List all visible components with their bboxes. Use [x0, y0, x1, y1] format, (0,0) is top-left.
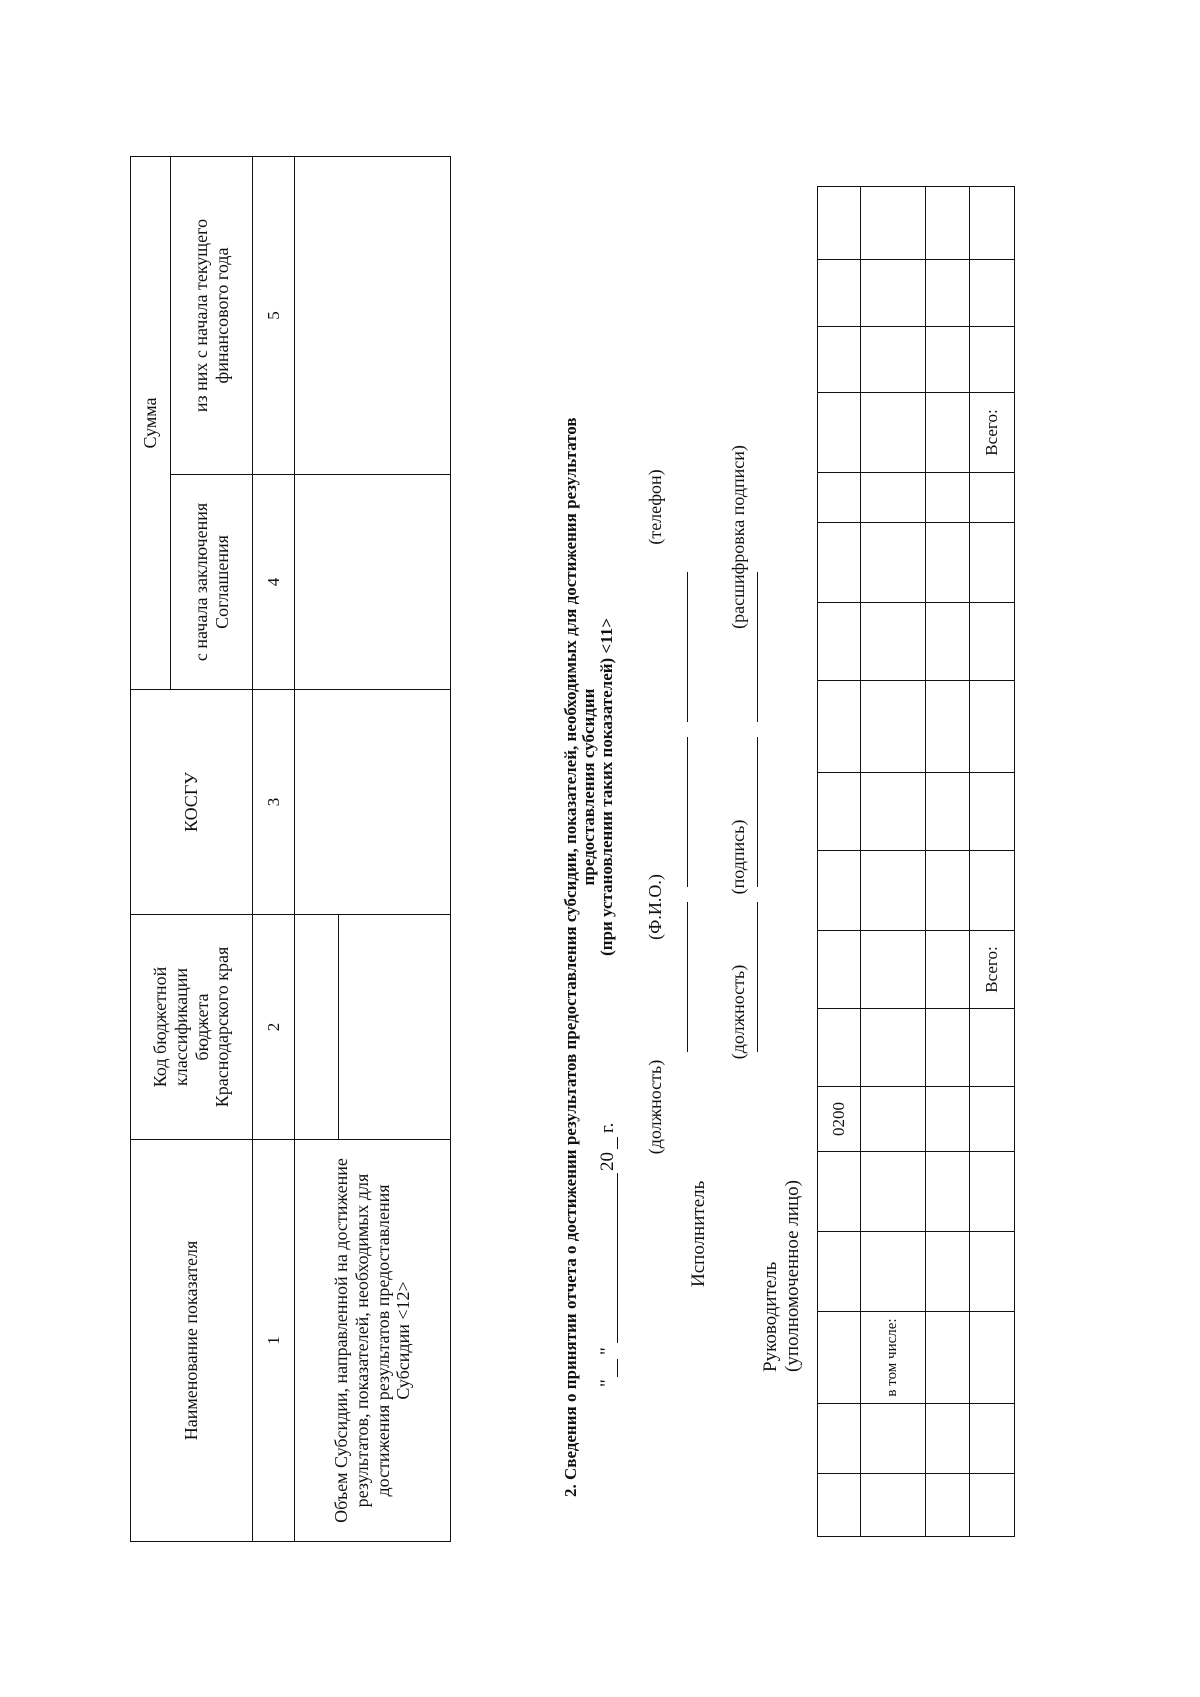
- rasshifrovka-line: [757, 572, 758, 722]
- header-kbk: Код бюджетной классификации бюджета Краснодарского края: [131, 915, 253, 1140]
- section2-title: [562, 57, 616, 1517]
- dolzhnost-line-1: [757, 902, 758, 1052]
- top-table-row: [926, 187, 970, 1537]
- date-quote-close: ": [597, 1347, 618, 1355]
- date-day-line: [617, 1359, 618, 1377]
- col-number-3: 3: [253, 690, 295, 915]
- top-table-row: [861, 187, 926, 1537]
- header-s-nachala: с начала заключения Соглашения: [171, 475, 253, 690]
- date-month-line: [617, 1173, 618, 1343]
- fio-line: [687, 737, 688, 887]
- date-year-prefix: 20: [597, 1152, 618, 1171]
- section2-title-line1: 2. Сведения о принятии отчета о достижении результатов предоставления субсидии, показателей, необходимых для достижения результатов: [561, 417, 580, 1497]
- section2-title-line3: (при установлении таких показателей) <11>: [596, 618, 616, 956]
- col-number-1: 1: [253, 1140, 295, 1542]
- vsego-cell-2: Всего:: [970, 393, 1015, 473]
- table-cell: [295, 475, 451, 690]
- col-number-5: 5: [253, 157, 295, 475]
- code-cell: 0200: [818, 1087, 861, 1152]
- rasshifrovka-caption: (расшифровка подписи): [728, 445, 748, 629]
- dolzhnost-caption-1: (должность): [728, 964, 748, 1060]
- table-cell: [295, 157, 451, 475]
- dolzhnost-caption-2-visible: (должность): [645, 1059, 665, 1155]
- table-cell: [339, 915, 451, 1140]
- section2-title-line2: предоставления субсидии: [578, 688, 598, 886]
- table-cell: [295, 915, 339, 1140]
- top-table-row: [970, 187, 1015, 1537]
- table-cell: [295, 690, 451, 915]
- telefon-caption: (телефон): [645, 469, 665, 545]
- table-row: [295, 157, 339, 1542]
- header-name: Наименование показателя: [131, 1140, 253, 1542]
- v-tom-chisle-cell: в том числе:: [861, 1312, 926, 1404]
- col-number-4: 4: [253, 475, 295, 690]
- podpis-line: [757, 737, 758, 887]
- header-iz-nih: из них с начала текущего финансового года: [171, 157, 253, 475]
- section2-table: [130, 156, 451, 1542]
- header-kosgu: КОСГУ: [131, 690, 253, 915]
- dolzhnost-line-2: [687, 902, 688, 1052]
- row-label-volume: Объем Субсидии, направленной на достижение результатов, показателей, необходимых для достижения результатов предоставления Субсидии <12>: [295, 1140, 451, 1542]
- header-summa: Сумма: [131, 157, 171, 690]
- telefon-line: [687, 572, 688, 722]
- fio-caption: (Ф.И.О.): [645, 874, 665, 940]
- column-number-row: [253, 157, 295, 1542]
- rukovoditel-label: Руководитель (уполномоченное лицо): [760, 1180, 803, 1372]
- header-row-1: [131, 157, 171, 1542]
- col-number-2: 2: [253, 915, 295, 1140]
- top-table-row: [818, 187, 861, 1537]
- podpis-caption: (подпись): [728, 819, 748, 895]
- date-year-line: [617, 1137, 618, 1149]
- top-table: [817, 186, 1015, 1537]
- vsego-cell-1: Всего:: [970, 931, 1015, 1009]
- ispolnitel-label: Исполнитель: [688, 1180, 709, 1287]
- date-year-suffix: г.: [597, 1122, 618, 1133]
- date-quote-open: ": [597, 1379, 618, 1387]
